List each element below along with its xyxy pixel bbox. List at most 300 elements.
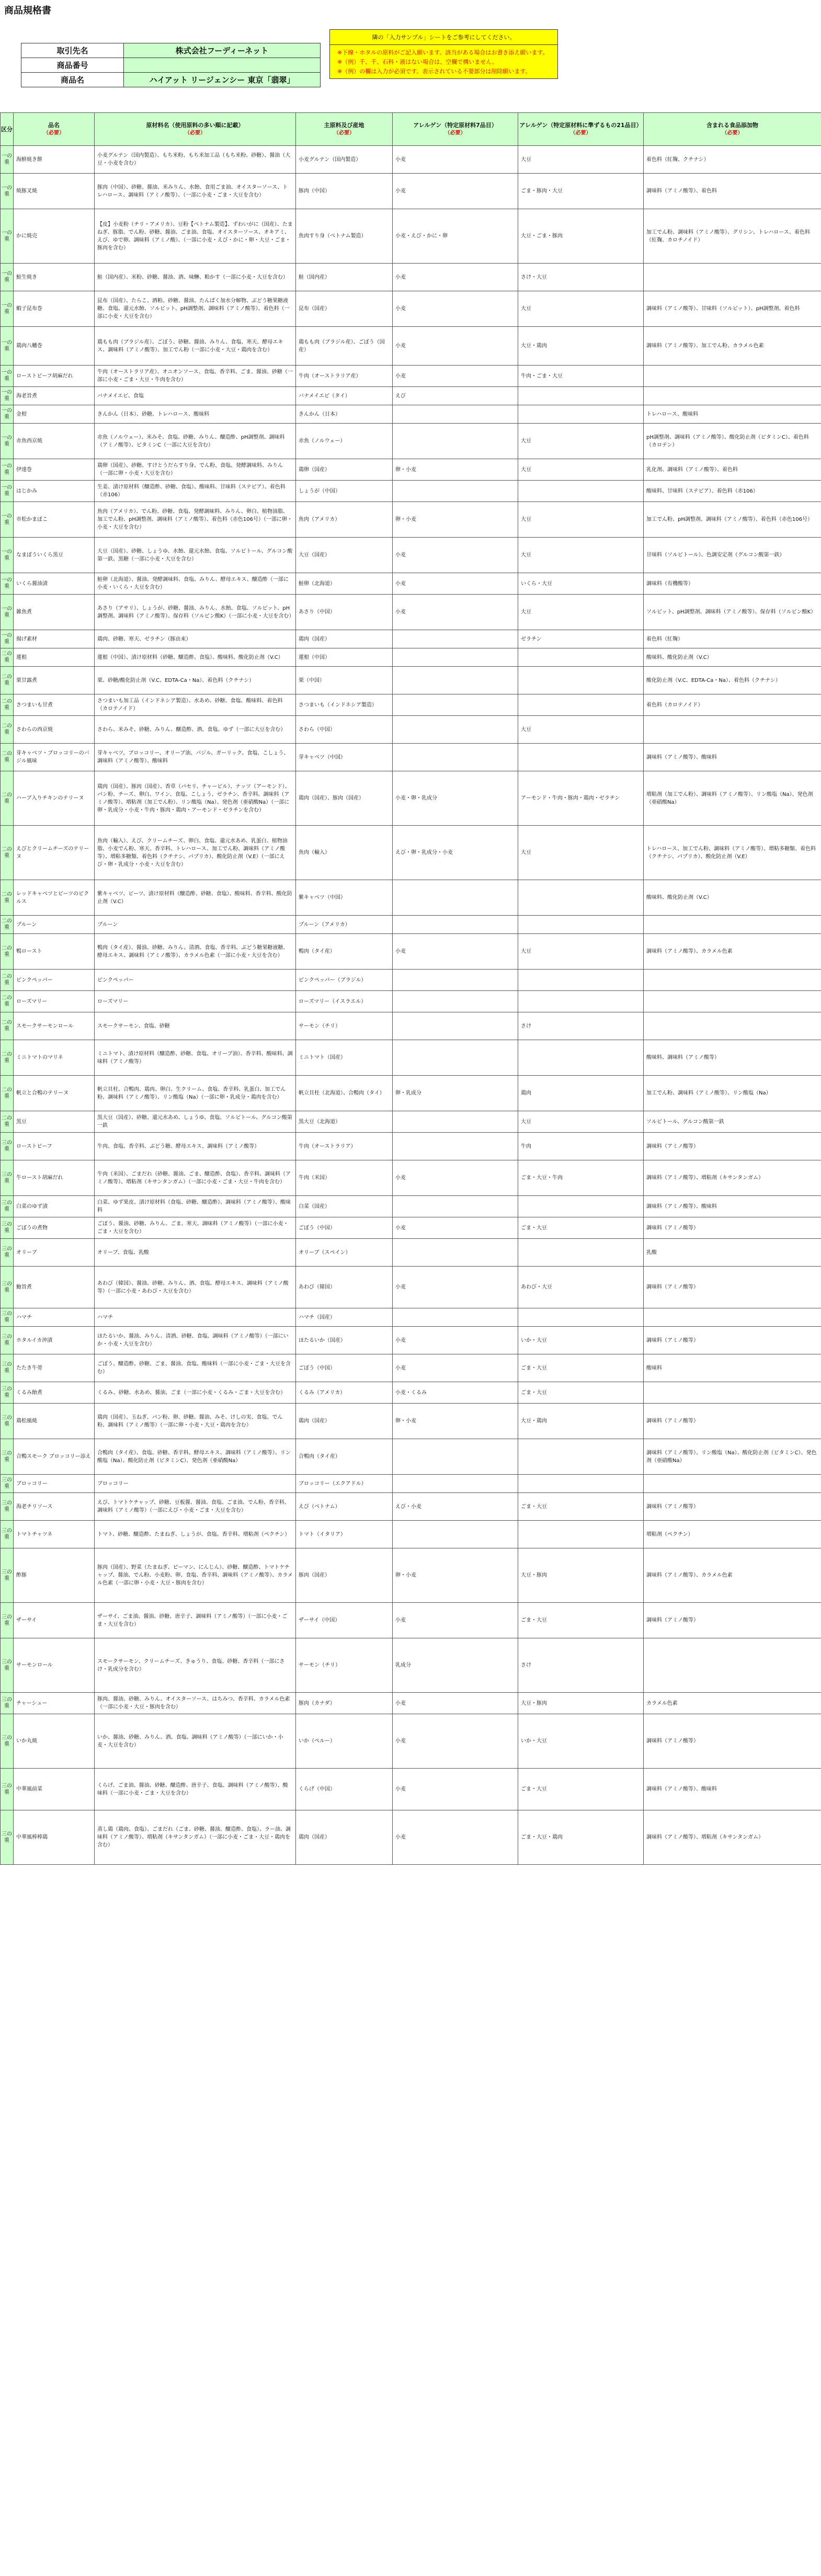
row-allergen-specific: 卵・乳成分 bbox=[393, 1076, 518, 1111]
row-allergen-specific: 小麦 bbox=[393, 595, 518, 630]
row-allergen-equivalent: さけ bbox=[518, 1012, 644, 1040]
row-item-name: ブロッコリー bbox=[14, 1475, 95, 1493]
row-additives bbox=[644, 1382, 821, 1404]
table-row bbox=[1, 1012, 821, 1040]
row-allergen-specific: 小麦 bbox=[393, 934, 518, 970]
row-item-name: 揚げ素材 bbox=[14, 630, 95, 648]
vendor-value[interactable]: 株式会社フーディーネット bbox=[124, 43, 321, 58]
table-row bbox=[1, 366, 821, 387]
row-allergen-equivalent bbox=[518, 1475, 644, 1493]
row-main-material: ミニトマト（国産） bbox=[296, 1040, 393, 1076]
row-tier-cell: 三の重 bbox=[1, 1404, 14, 1439]
row-allergen-equivalent: 大豆 bbox=[518, 595, 644, 630]
row-tier-cell: 一の重 bbox=[1, 146, 14, 174]
row-allergen-specific: 小麦 bbox=[393, 291, 518, 327]
table-row bbox=[1, 502, 821, 538]
row-raw-materials: 鶏もも肉（ブラジル産）、ごぼう、砂糖、醤油、みりん、食塩、寒天、酵母エキス、調味料（アミノ酸等）、加工でん粉（一部に小麦・大豆・鶏肉を含む） bbox=[95, 327, 296, 366]
row-raw-materials: いか、醤油、砂糖、みりん、酒、食塩、調味料（アミノ酸等）（一部にいか・小麦・大豆を含む） bbox=[95, 1714, 296, 1769]
row-allergen-equivalent bbox=[518, 1040, 644, 1076]
field-label-product-no: 商品番号 bbox=[21, 58, 124, 73]
row-allergen-equivalent: さけ bbox=[518, 1638, 644, 1693]
table-row bbox=[1, 880, 821, 916]
row-item-name: ザーサイ bbox=[14, 1603, 95, 1638]
col-header-main-material: 主原料及び産地 （必要） bbox=[296, 113, 393, 146]
row-raw-materials: 鶏肉、砂糖、寒天、ゼラチン（豚由来） bbox=[95, 630, 296, 648]
row-main-material: ごぼう（中国） bbox=[296, 1217, 393, 1239]
row-tier-cell: 二の重 bbox=[1, 667, 14, 694]
row-tier-cell: 二の重 bbox=[1, 744, 14, 771]
row-allergen-specific bbox=[393, 991, 518, 1012]
row-raw-materials: ミニトマト、漬け原材料（醸造酢、砂糖、食塩、オリーブ油）、香辛料、酸味料、調味料（アミノ酸等） bbox=[95, 1040, 296, 1076]
table-row bbox=[1, 1354, 821, 1382]
row-additives: 酸味料、酸化防止剤（V.C） bbox=[644, 880, 821, 916]
row-allergen-specific bbox=[393, 667, 518, 694]
row-item-name: 海鮮焼き餅 bbox=[14, 146, 95, 174]
row-main-material: 小麦グルテン（国内製造） bbox=[296, 146, 393, 174]
row-tier-cell: 二の重 bbox=[1, 1040, 14, 1076]
row-allergen-specific bbox=[393, 481, 518, 502]
row-allergen-equivalent: 牛肉・ごま・大豆 bbox=[518, 366, 644, 387]
row-tier-cell: 二の重 bbox=[1, 1076, 14, 1111]
row-additives: 調味料（アミノ酸等） bbox=[644, 1493, 821, 1521]
row-tier-cell: 三の重 bbox=[1, 1693, 14, 1714]
row-additives: pH調整剤、調味料（アミノ酸等）、酸化防止剤（ビタミンC）、着色料（カロテン） bbox=[644, 424, 821, 459]
row-allergen-specific: 小麦 bbox=[393, 1714, 518, 1769]
row-allergen-specific bbox=[393, 424, 518, 459]
row-raw-materials: 合鴨肉（タイ産）、食塩、砂糖、香辛料、酵母エキス、調味料（アミノ酸等）、リン酸塩（Na）、酸化防止剤（ビタミンC）、発色剤（亜硝酸Na） bbox=[95, 1439, 296, 1475]
col-header-allergen-equivalent: アレルゲン（特定原材料に準ずるもの21品目） （必要） bbox=[518, 113, 644, 146]
table-row bbox=[1, 1217, 821, 1239]
row-main-material: あわび（韓国） bbox=[296, 1267, 393, 1308]
instruction-line: 隣の「入力サンプル」シートをご参考にしてください。 bbox=[330, 30, 557, 45]
row-item-name: 黒豆 bbox=[14, 1111, 95, 1133]
row-item-name: 海老チリソース bbox=[14, 1493, 95, 1521]
row-raw-materials: スモークサーモン、クリームチーズ、きゅうり、食塩、砂糖、香辛料（一部にさけ・乳成分を含む） bbox=[95, 1638, 296, 1693]
row-allergen-specific: 小麦 bbox=[393, 327, 518, 366]
table-row bbox=[1, 1475, 821, 1493]
row-allergen-equivalent: 大豆 bbox=[518, 459, 644, 481]
row-allergen-specific bbox=[393, 1308, 518, 1327]
row-main-material: トマト（イタリア） bbox=[296, 1521, 393, 1548]
row-main-material: えび（ベトナム） bbox=[296, 1493, 393, 1521]
table-row bbox=[1, 1810, 821, 1865]
table-row bbox=[1, 1714, 821, 1769]
row-allergen-specific: 小麦 bbox=[393, 146, 518, 174]
row-additives: 酸化防止剤（V.C、EDTA-Ca・Na）、着色料（クチナシ） bbox=[644, 667, 821, 694]
row-item-name: たたき牛蒡 bbox=[14, 1354, 95, 1382]
row-additives bbox=[644, 1638, 821, 1693]
ingredient-table bbox=[0, 112, 821, 1865]
row-allergen-specific: 小麦 bbox=[393, 538, 518, 573]
row-allergen-specific bbox=[393, 1521, 518, 1548]
row-item-name: くるみ飴煮 bbox=[14, 1382, 95, 1404]
row-allergen-equivalent: 大豆 bbox=[518, 424, 644, 459]
row-additives: 増粘剤（ペクチン） bbox=[644, 1521, 821, 1548]
row-tier-cell: 一の重 bbox=[1, 387, 14, 405]
table-row bbox=[1, 538, 821, 573]
row-main-material: 芽キャベツ（中国） bbox=[296, 744, 393, 771]
row-main-material: 鮭卵（北海道） bbox=[296, 573, 393, 595]
row-raw-materials: ほたるいか、醤油、みりん、清酒、砂糖、食塩、調味料（アミノ酸等）（一部にいか・小麦・大豆を含む） bbox=[95, 1327, 296, 1354]
row-item-name: 芽キャベツ・ブロッコリーのバジル風味 bbox=[14, 744, 95, 771]
row-main-material: サーモン（チリ） bbox=[296, 1638, 393, 1693]
table-row bbox=[1, 1521, 821, 1548]
row-main-material: 鶏肉（国産）、豚肉（国産） bbox=[296, 771, 393, 826]
row-additives bbox=[644, 366, 821, 387]
row-allergen-specific bbox=[393, 1133, 518, 1160]
row-raw-materials: バナメイエビ、食塩 bbox=[95, 387, 296, 405]
row-main-material: あさり（中国） bbox=[296, 595, 393, 630]
row-main-material: プルーン（アメリカ） bbox=[296, 916, 393, 934]
row-raw-materials: えび、トマトケチャップ、砂糖、豆板醤、醤油、食塩、ごま油、でん粉、香辛料、調味料（アミノ酸等）（一部にえび・小麦・ごま・大豆を含む） bbox=[95, 1493, 296, 1521]
table-row bbox=[1, 648, 821, 667]
row-item-name: 中華風前菜 bbox=[14, 1769, 95, 1810]
row-allergen-equivalent bbox=[518, 744, 644, 771]
row-allergen-specific: 小麦 bbox=[393, 1810, 518, 1865]
row-item-name: なまぼういくら黒豆 bbox=[14, 538, 95, 573]
row-allergen-specific: 小麦 bbox=[393, 1327, 518, 1354]
row-item-name: 金柑 bbox=[14, 405, 95, 424]
row-allergen-equivalent: ごま・大豆・牛肉 bbox=[518, 1160, 644, 1196]
row-raw-materials: 牛肉、食塩、香辛料、ぶどう糖、酵母エキス、調味料（アミノ酸等） bbox=[95, 1133, 296, 1160]
row-allergen-specific bbox=[393, 744, 518, 771]
row-tier-cell: 三の重 bbox=[1, 1327, 14, 1354]
row-item-name: ハーブ入りチキンのテリーヌ bbox=[14, 771, 95, 826]
row-additives: ソルビトール、グルコン酸第一鉄 bbox=[644, 1111, 821, 1133]
row-raw-materials: 牛肉（米国）、ごまだれ（砂糖、醤油、ごま、醸造酢、食塩）、香辛料、調味料（アミノ酸等）、増粘剤（キサンタンガム）（一部に小麦・ごま・大豆・牛肉を含む） bbox=[95, 1160, 296, 1196]
row-additives: 酸味料、調味料（アミノ酸等） bbox=[644, 1040, 821, 1076]
row-allergen-equivalent bbox=[518, 991, 644, 1012]
row-main-material: ザーサイ（中国） bbox=[296, 1603, 393, 1638]
row-tier-cell: 三の重 bbox=[1, 1382, 14, 1404]
row-tier-cell: 二の重 bbox=[1, 1111, 14, 1133]
row-tier-cell: 三の重 bbox=[1, 1160, 14, 1196]
row-raw-materials: 魚肉（輸入）、えび、クリームチーズ、卵白、食塩、還元水あめ、乳蛋白、植物油脂、小麦でん粉、寒天、香辛料、トレハロース、加工でん粉、調味料（アミノ酸等）、増粘多糖類、着色料（クチナシ、パプリカ）、酸化防止剤（V.E）（一部にえび・卵・乳成分・小麦・大豆を含む） bbox=[95, 826, 296, 880]
row-main-material: 豚肉（カナダ） bbox=[296, 1693, 393, 1714]
row-allergen-specific: 小麦 bbox=[393, 1603, 518, 1638]
table-row bbox=[1, 146, 821, 174]
row-tier-cell: 一の重 bbox=[1, 538, 14, 573]
table-row bbox=[1, 1404, 821, 1439]
row-additives: 酸味料、甘味料（ステビア）、着色料（赤106） bbox=[644, 481, 821, 502]
row-additives: 着色料（カロテノイド） bbox=[644, 694, 821, 716]
instruction-line: ※（例）千、千、石科・液はない場合は、空欄で構いません。 bbox=[337, 59, 498, 65]
row-tier-cell: 一の重 bbox=[1, 366, 14, 387]
row-tier-cell: 三の重 bbox=[1, 1603, 14, 1638]
row-allergen-equivalent: ごま・大豆 bbox=[518, 1603, 644, 1638]
row-tier-cell: 一の重 bbox=[1, 595, 14, 630]
row-allergen-equivalent: さけ・大豆 bbox=[518, 264, 644, 291]
row-additives: トレハロース、加工でん粉、調味料（アミノ酸等）、増粘多糖類、着色料（クチナシ、パプリカ）、酸化防止剤（V.E） bbox=[644, 826, 821, 880]
row-main-material: さわら（中国） bbox=[296, 716, 393, 744]
row-additives bbox=[644, 991, 821, 1012]
row-item-name: 鮑旨煮 bbox=[14, 1267, 95, 1308]
row-item-name: ローストビーフ胡麻だれ bbox=[14, 366, 95, 387]
row-raw-materials: 白菜、ゆず果皮、漬け原材料（食塩、砂糖、醸造酢）、調味料（アミノ酸等）、酸味料 bbox=[95, 1196, 296, 1217]
row-additives: 酸味料 bbox=[644, 1354, 821, 1382]
row-item-name: 雑魚煮 bbox=[14, 595, 95, 630]
row-main-material: 鶏卵（国産） bbox=[296, 459, 393, 481]
table-row bbox=[1, 1133, 821, 1160]
row-additives: 着色料（紅麹） bbox=[644, 630, 821, 648]
row-main-material: 鶏肉（国産） bbox=[296, 1404, 393, 1439]
row-item-name: ローズマリー bbox=[14, 991, 95, 1012]
row-additives: 調味料（アミノ酸等）、酸味料 bbox=[644, 744, 821, 771]
row-additives: 調味料（アミノ酸等）、増粘剤（キサンタンガム） bbox=[644, 1810, 821, 1865]
row-allergen-specific: 小麦 bbox=[393, 1217, 518, 1239]
table-row bbox=[1, 916, 821, 934]
row-main-material: しょうが（中国） bbox=[296, 481, 393, 502]
table-row bbox=[1, 573, 821, 595]
row-tier-cell: 一の重 bbox=[1, 174, 14, 209]
table-row bbox=[1, 387, 821, 405]
row-allergen-equivalent: 大豆・鶏肉 bbox=[518, 1404, 644, 1439]
row-raw-materials: さわら、米みそ、砂糖、みりん、醸造酢、酒、食塩、ゆず（一部に大豆を含む） bbox=[95, 716, 296, 744]
row-item-name: ホタルイカ沖漬 bbox=[14, 1327, 95, 1354]
row-raw-materials: くるみ、砂糖、水あめ、醤油、ごま（一部に小麦・くるみ・ごま・大豆を含む） bbox=[95, 1382, 296, 1404]
row-raw-materials: ザーサイ、ごま油、醤油、砂糖、唐辛子、調味料（アミノ酸等）（一部に小麦・ごま・大豆を含む） bbox=[95, 1603, 296, 1638]
row-additives: 調味料（アミノ酸等） bbox=[644, 1267, 821, 1308]
row-raw-materials: 豚肉、醤油、砂糖、みりん、オイスターソース、はちみつ、香辛料、カラメル色素（一部に小麦・大豆・豚肉を含む） bbox=[95, 1693, 296, 1714]
row-raw-materials: ハマチ bbox=[95, 1308, 296, 1327]
row-additives: 調味料（アミノ酸等） bbox=[644, 1327, 821, 1354]
table-row bbox=[1, 459, 821, 481]
table-header-row bbox=[1, 113, 821, 146]
row-additives bbox=[644, 1012, 821, 1040]
row-item-name: 鮭生焼き bbox=[14, 264, 95, 291]
row-item-name: 市松かまぼこ bbox=[14, 502, 95, 538]
table-row bbox=[1, 970, 821, 991]
row-tier-cell: 三の重 bbox=[1, 1475, 14, 1493]
row-main-material: ハマチ（国産） bbox=[296, 1308, 393, 1327]
row-additives bbox=[644, 264, 821, 291]
row-additives: 酸味料、酸化防止剤（V.C） bbox=[644, 648, 821, 667]
table-row bbox=[1, 1548, 821, 1603]
row-allergen-equivalent bbox=[518, 405, 644, 424]
row-allergen-specific: 小麦 bbox=[393, 174, 518, 209]
row-allergen-equivalent bbox=[518, 481, 644, 502]
row-raw-materials: くらげ、ごま油、醤油、砂糖、醸造酢、唐辛子、食塩、調味料（アミノ酸等）、酸味料（一部に小麦・ごま・大豆を含む） bbox=[95, 1769, 296, 1810]
row-allergen-equivalent bbox=[518, 387, 644, 405]
row-tier-cell: 三の重 bbox=[1, 1133, 14, 1160]
row-item-name: 蓮根 bbox=[14, 648, 95, 667]
row-allergen-equivalent bbox=[518, 1439, 644, 1475]
row-allergen-specific: えび bbox=[393, 387, 518, 405]
row-item-name: 蝦子昆布巻 bbox=[14, 291, 95, 327]
row-raw-materials: 牛肉（オーストラリア産）、オニオンソース、食塩、香辛料、ごま、醤油、砂糖（一部に小麦・ごま・大豆・牛肉を含む） bbox=[95, 366, 296, 387]
row-item-name: サーモンロール bbox=[14, 1638, 95, 1693]
row-additives: 調味料（アミノ酸等）、甘味料（ソルビット）、pH調整剤、着色料 bbox=[644, 291, 821, 327]
row-main-material: 豚肉（中国） bbox=[296, 174, 393, 209]
row-tier-cell: 一の重 bbox=[1, 424, 14, 459]
row-additives: 調味料（アミノ酸等）、カラメル色素 bbox=[644, 934, 821, 970]
row-tier-cell: 三の重 bbox=[1, 1354, 14, 1382]
row-tier-cell: 一の重 bbox=[1, 573, 14, 595]
row-item-name: オリーブ bbox=[14, 1239, 95, 1267]
row-raw-materials: 豚肉（中国）、砂糖、醤油、米みりん、水飴、食用ごま油、オイスターソース、トレハロース、調味料（アミノ酸等）、（一部に小麦・ごま・大豆を含む） bbox=[95, 174, 296, 209]
product-no-value[interactable] bbox=[124, 58, 321, 73]
row-additives: 甘味料（ソルビトール）、色調安定剤（グルコン酸第一鉄） bbox=[644, 538, 821, 573]
table-row bbox=[1, 667, 821, 694]
product-name-value[interactable]: ハイアット リージェンシー 東京「翡翠」 bbox=[124, 73, 321, 87]
table-row bbox=[1, 1769, 821, 1810]
row-allergen-equivalent bbox=[518, 648, 644, 667]
col-header-raw-materials: 原材料名（使用原料の多い順に記載） （必要） bbox=[95, 113, 296, 146]
table-row bbox=[1, 716, 821, 744]
row-item-name: ごぼうの煮物 bbox=[14, 1217, 95, 1239]
row-raw-materials: 昆布（国産）、たらこ、酒粕、砂糖、醤油、たんぱく加水分解物、ぶどう糖果糖液糖、食塩、還元水飴、ソルビット、pH調整剤、調味料（アミノ酸等）、着色料（一部に小麦・大豆を含む） bbox=[95, 291, 296, 327]
page-title: 商品規格書 bbox=[4, 5, 51, 16]
row-allergen-specific: 小麦・卵・乳成分 bbox=[393, 771, 518, 826]
row-raw-materials: トマト、砂糖、醸造酢、たまねぎ、しょうが、食塩、香辛料、増粘剤（ペクチン） bbox=[95, 1521, 296, 1548]
row-allergen-equivalent bbox=[518, 1308, 644, 1327]
row-raw-materials: ごぼう、醤油、砂糖、みりん、ごま、寒天、調味料（アミノ酸等）（一部に小麦・ごま・大豆を含む） bbox=[95, 1217, 296, 1239]
row-raw-materials: 生姜、漬け原材料（醸造酢、砂糖、食塩）、酸味料、甘味料（ステビア）、着色料（赤106） bbox=[95, 481, 296, 502]
row-additives: 調味料（アミノ酸等）、酸味料 bbox=[644, 1196, 821, 1217]
row-raw-materials: ローズマリー bbox=[95, 991, 296, 1012]
table-row bbox=[1, 264, 821, 291]
row-raw-materials: プルーン bbox=[95, 916, 296, 934]
row-allergen-specific: 卵・小麦 bbox=[393, 459, 518, 481]
row-raw-materials: 鶏肉（国産）、豚肉（国産）、香草（パセリ、チャービル）、ナッツ（アーモンド）、パン粉、チーズ、卵白、ワイン、食塩、こしょう、ゼラチン、香辛料、調味料（アミノ酸等）、増粘剤（加工でん粉）、リン酸塩（Na）、発色剤（亜硝酸Na）（一部に卵・乳成分・小麦・牛肉・豚肉・鶏肉・アーモンド・ゼラチンを含む） bbox=[95, 771, 296, 826]
row-allergen-equivalent: いか・大豆 bbox=[518, 1714, 644, 1769]
table-row bbox=[1, 595, 821, 630]
row-item-name: 焼豚叉焼 bbox=[14, 174, 95, 209]
table-row bbox=[1, 934, 821, 970]
row-allergen-equivalent: 牛肉 bbox=[518, 1133, 644, 1160]
row-allergen-specific: 小麦 bbox=[393, 1693, 518, 1714]
table-row bbox=[1, 1603, 821, 1638]
row-allergen-specific bbox=[393, 1040, 518, 1076]
table-row bbox=[1, 1076, 821, 1111]
row-item-name: チャーシュー bbox=[14, 1693, 95, 1714]
row-main-material: 魚肉すり身（ベトナム製造） bbox=[296, 209, 393, 264]
row-raw-materials: 黒大豆（国産）、砂糖、還元水あめ、しょうゆ、食塩、ソルビトール、グルコン酸第一鉄 bbox=[95, 1111, 296, 1133]
row-item-name: さわらの西京焼 bbox=[14, 716, 95, 744]
row-item-name: さつまいも甘煮 bbox=[14, 694, 95, 716]
row-raw-materials: 鴨肉（タイ産）、醤油、砂糖、みりん、清酒、食塩、香辛料、ぶどう糖果糖液糖、酵母エキス、調味料（アミノ酸等）、カラメル色素（一部に小麦・大豆を含む） bbox=[95, 934, 296, 970]
row-main-material: 帆立貝柱（北海道）、合鴨肉（タイ） bbox=[296, 1076, 393, 1111]
row-allergen-specific: 卵・小麦 bbox=[393, 1404, 518, 1439]
row-allergen-equivalent: 大豆 bbox=[518, 146, 644, 174]
row-tier-cell: 二の重 bbox=[1, 970, 14, 991]
row-main-material: 鮭（国内産） bbox=[296, 264, 393, 291]
table-row bbox=[1, 424, 821, 459]
row-raw-materials: 紫キャベツ、ビーツ、漬け原材料（醸造酢、砂糖、食塩）、酸味料、香辛料、酸化防止剤（V.C） bbox=[95, 880, 296, 916]
row-item-name: 栗甘露煮 bbox=[14, 667, 95, 694]
col-header-no: 区分 bbox=[1, 113, 14, 146]
row-allergen-specific: 乳成分 bbox=[393, 1638, 518, 1693]
row-raw-materials: ブロッコリー bbox=[95, 1475, 296, 1493]
row-tier-cell: 三の重 bbox=[1, 1239, 14, 1267]
row-allergen-specific bbox=[393, 1012, 518, 1040]
row-item-name: 赤魚西京焼 bbox=[14, 424, 95, 459]
row-main-material: 牛肉（米国） bbox=[296, 1160, 393, 1196]
row-raw-materials: きんかん（日本）、砂糖、トレハロース、酸味料 bbox=[95, 405, 296, 424]
row-item-name: 白菜のゆず漬 bbox=[14, 1196, 95, 1217]
row-main-material: 鶏肉（国産） bbox=[296, 630, 393, 648]
table-row bbox=[1, 1239, 821, 1267]
row-item-name: 鴨ロースト bbox=[14, 934, 95, 970]
row-tier-cell: 一の重 bbox=[1, 481, 14, 502]
row-allergen-equivalent: 大豆・鶏肉 bbox=[518, 327, 644, 366]
row-additives: 増粘剤（加工でん粉）、調味料（アミノ酸等）、リン酸塩（Na）、発色剤（亜硝酸Na） bbox=[644, 771, 821, 826]
row-allergen-equivalent: 大豆 bbox=[518, 716, 644, 744]
row-tier-cell: 三の重 bbox=[1, 1267, 14, 1308]
row-additives: 調味料（アミノ酸等）、カラメル色素 bbox=[644, 1548, 821, 1603]
table-row bbox=[1, 327, 821, 366]
row-raw-materials: ごぼう、醸造酢、砂糖、ごま、醤油、食塩、酸味料（一部に小麦・ごま・大豆を含む） bbox=[95, 1354, 296, 1382]
table-row bbox=[1, 174, 821, 209]
row-allergen-equivalent: ごま・大豆・鶏肉 bbox=[518, 1810, 644, 1865]
row-tier-cell: 一の重 bbox=[1, 291, 14, 327]
table-row bbox=[1, 209, 821, 264]
row-additives bbox=[644, 387, 821, 405]
row-raw-materials: 栗、砂糖/酸化防止剤（V.C、EDTA-Ca・Na）、着色料（クチナシ） bbox=[95, 667, 296, 694]
table-row bbox=[1, 481, 821, 502]
product-info-table bbox=[21, 43, 321, 87]
row-raw-materials: 鶏肉（国産）、玉ねぎ、パン粉、卵、砂糖、醤油、みそ、けしの実、食塩、でん粉、調味料（アミノ酸等）（一部に卵・小麦・大豆・鶏肉を含む） bbox=[95, 1404, 296, 1439]
row-allergen-specific: 小麦・くるみ bbox=[393, 1382, 518, 1404]
row-allergen-equivalent: いくら・大豆 bbox=[518, 573, 644, 595]
instructions-box bbox=[329, 29, 558, 79]
row-main-material: くるみ（アメリカ） bbox=[296, 1382, 393, 1404]
row-tier-cell: 二の重 bbox=[1, 826, 14, 880]
row-main-material: 牛肉（オーストラリア） bbox=[296, 1133, 393, 1160]
row-allergen-equivalent: 大豆・豚肉 bbox=[518, 1548, 644, 1603]
row-additives: 乳酸 bbox=[644, 1239, 821, 1267]
row-tier-cell: 一の重 bbox=[1, 405, 14, 424]
row-additives: 調味料（アミノ酸等）、着色料 bbox=[644, 174, 821, 209]
row-additives: 加工でん粉、pH調整剤、調味料（アミノ酸等）、着色料（赤色106号） bbox=[644, 502, 821, 538]
row-main-material: バナメイエビ（タイ） bbox=[296, 387, 393, 405]
row-allergen-equivalent bbox=[518, 694, 644, 716]
row-item-name: えびとクリームチーズのテリーヌ bbox=[14, 826, 95, 880]
row-tier-cell: 三の重 bbox=[1, 1714, 14, 1769]
row-additives: 加工でん粉、調味料（アミノ酸等）、グリシン、トレハロース、着色料（紅麹、カロチノイド） bbox=[644, 209, 821, 264]
row-main-material: 白菜（国産） bbox=[296, 1196, 393, 1217]
row-raw-materials: 蒸し鶏（鶏肉、食塩）、ごまだれ（ごま、砂糖、醤油、醸造酢、食塩）、ラー油、調味料（アミノ酸等）、増粘剤（キサンタンガム）（一部に小麦・ごま・大豆・鶏肉を含む） bbox=[95, 1810, 296, 1865]
row-allergen-specific bbox=[393, 1439, 518, 1475]
row-additives: ソルビット、pH調整剤、調味料（アミノ酸等）、保存料（ソルビン酸K） bbox=[644, 595, 821, 630]
row-raw-materials: 芽キャベツ、ブロッコリー、オリーブ油、バジル、ガーリック、食塩、こしょう、調味料（アミノ酸等）、酸味料 bbox=[95, 744, 296, 771]
row-tier-cell: 二の重 bbox=[1, 880, 14, 916]
row-allergen-equivalent: 鶏肉 bbox=[518, 1076, 644, 1111]
row-raw-materials: 豚肉（国産）、野菜（たまねぎ、ピーマン、にんじん）、砂糖、醸造酢、トマトケチャップ、醤油、でん粉、小麦粉、卵、食塩、香辛料、調味料（アミノ酸等）、カラメル色素（一部に卵・小麦・大豆・豚肉を含む） bbox=[95, 1548, 296, 1603]
table-row bbox=[1, 1638, 821, 1693]
row-main-material: ピンクペッパー（ブラジル） bbox=[296, 970, 393, 991]
row-allergen-equivalent: 大豆 bbox=[518, 1111, 644, 1133]
row-allergen-specific bbox=[393, 1239, 518, 1267]
row-item-name: 鶏肉八幡巻 bbox=[14, 327, 95, 366]
row-tier-cell: 一の重 bbox=[1, 264, 14, 291]
row-main-material: いか（ペルー） bbox=[296, 1714, 393, 1769]
row-allergen-equivalent: 大豆 bbox=[518, 291, 644, 327]
row-raw-materials: 魚肉（アメリカ）、でん粉、砂糖、食塩、発酵調味料、みりん、卵白、植物油脂、加工でん粉、pH調整剤、調味料（アミノ酸等）、着色料（赤色106号）（一部に卵・小麦・大豆を含む） bbox=[95, 502, 296, 538]
table-row bbox=[1, 771, 821, 826]
row-raw-materials: 【皮】小麦粉（チリ・アメリカ）、豆粉【ベトナム製造】、ずわいがに（国産）、たまねぎ、豚脂、でん粉、砂糖、醤油、ごま油、食塩、オイスターソース、オキアミ、えび、ゆで卵、調味料（アミノ酸）、（一部に小麦・えび・かに・卵・大豆・ごま・豚肉を含む） bbox=[95, 209, 296, 264]
row-tier-cell: 一の重 bbox=[1, 502, 14, 538]
row-additives: 調味料（アミノ酸等）、増粘剤（キサンタンガム） bbox=[644, 1160, 821, 1196]
table-row bbox=[1, 1040, 821, 1076]
row-allergen-equivalent: 大豆 bbox=[518, 538, 644, 573]
row-item-name: スモークサーモンロール bbox=[14, 1012, 95, 1040]
row-tier-cell: 二の重 bbox=[1, 771, 14, 826]
col-header-item: 品名 （必要） bbox=[14, 113, 95, 146]
table-row bbox=[1, 291, 821, 327]
row-allergen-equivalent bbox=[518, 1521, 644, 1548]
row-main-material: くらげ（中国） bbox=[296, 1769, 393, 1810]
